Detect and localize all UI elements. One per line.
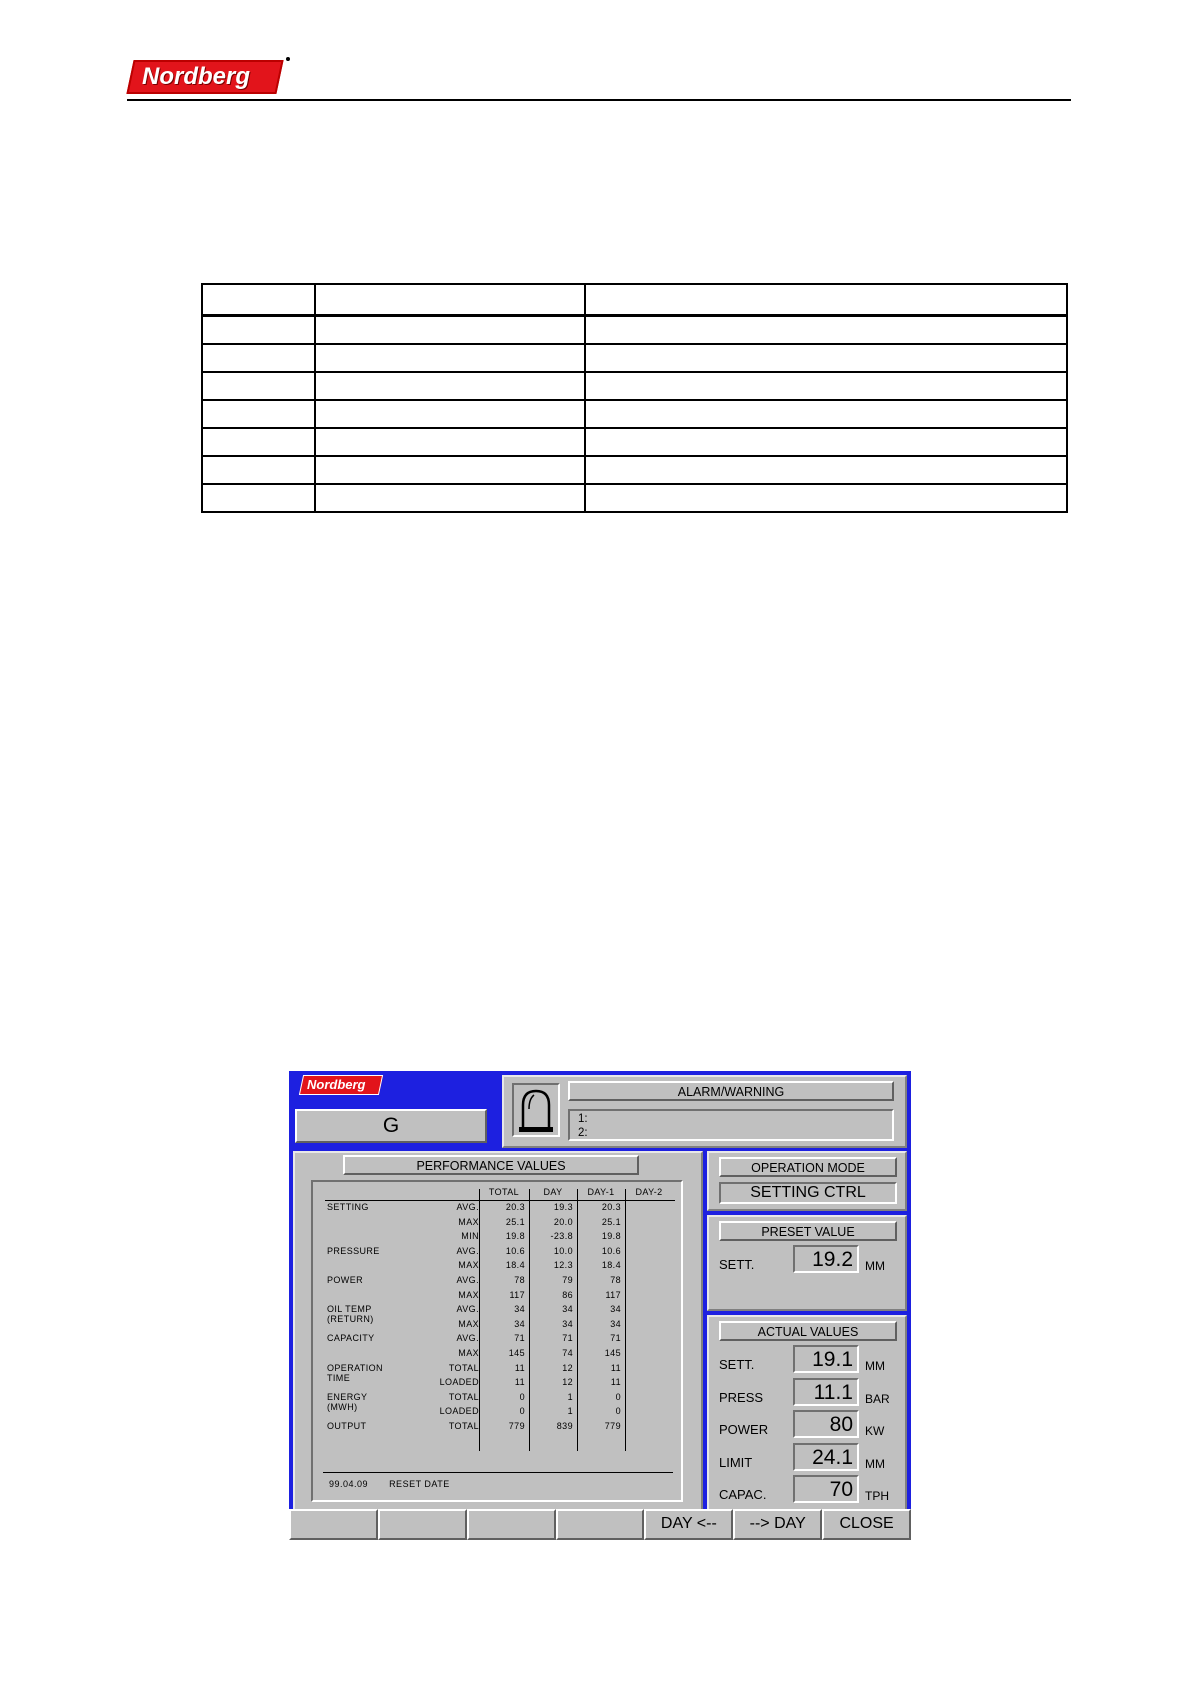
perf-row-sublabel: TOTAL [448,1362,479,1373]
perf-row-sublabel: LOADED [439,1406,479,1417]
actual-values-panel [707,1315,907,1525]
perf-row-sublabel: AVG. [456,1275,479,1285]
perf-row-sublabel: AVG. [456,1304,479,1315]
nordberg-logo [130,60,290,94]
perf-cell: 11 [514,1362,525,1373]
perf-cell: 71 [514,1333,525,1344]
preset-value-field[interactable]: 19.2 [793,1245,859,1273]
actual-unit: MM [865,1456,885,1471]
perf-cell: 11 [610,1362,621,1373]
perf-row-sublabel: MAX [458,1348,479,1358]
perf-cell: 34 [514,1318,525,1329]
performance-table-frame [311,1180,683,1502]
col-header-day-2: DAY-2 [635,1187,663,1197]
unit-id-display: G [295,1109,487,1143]
perf-row-label: OPERATION TIME [327,1362,383,1383]
function-key-bar [289,1509,911,1540]
perf-cell: 18.4 [505,1260,525,1271]
perf-cell: 779 [508,1421,525,1431]
perf-cell: 79 [562,1275,573,1285]
perf-cell: 34 [562,1318,573,1329]
preset-value-title: PRESET VALUE [719,1221,897,1241]
perf-cell: -23.8 [550,1231,573,1242]
perf-cell: 34 [514,1304,525,1315]
actual-unit: MM [865,1359,885,1373]
reset-date-value: 99.04.09 [329,1479,369,1489]
perf-row-label: POWER [327,1275,364,1285]
perf-cell: 10.6 [505,1245,525,1256]
f3-button[interactable] [467,1509,556,1540]
col-header-day: DAY [543,1187,563,1197]
actual-label: CAPAC. [719,1487,767,1502]
perf-row-label: ENERGY (MWH) [327,1391,368,1412]
actual-label: POWER [719,1422,769,1437]
perf-cell: 19.8 [505,1231,525,1242]
hmi-screen [289,1071,911,1540]
preset-unit: MM [865,1259,885,1273]
hmi-logo-text: Nordberg [307,1077,366,1092]
alarm-line-1: 1: [578,1113,588,1125]
perf-row-label: OIL TEMP (RETURN) [327,1304,374,1325]
perf-row-sublabel: AVG. [456,1202,479,1212]
perf-cell: 117 [509,1289,525,1300]
actual-value-field: 19.1 [793,1345,859,1373]
perf-cell: 25.1 [601,1216,621,1227]
actual-unit: KW [865,1424,885,1438]
perf-cell: 779 [604,1421,621,1431]
preset-label: SETT. [719,1257,755,1272]
operation-mode-title: OPERATION MODE [719,1157,897,1177]
perf-cell: 1 [567,1406,573,1417]
perf-cell: 10.0 [553,1245,573,1256]
header-rule [127,99,1071,101]
perf-cell: 78 [610,1275,621,1285]
day-back-button[interactable]: DAY <-- [644,1509,733,1540]
perf-row-sublabel: MAX [458,1318,479,1329]
perf-cell: 18.4 [601,1260,621,1271]
operation-mode-panel [707,1151,907,1211]
perf-row-sublabel: AVG. [456,1245,479,1256]
alarm-panel [502,1075,907,1148]
perf-row-sublabel: MAX [458,1289,479,1300]
actual-label: PRESS [719,1389,764,1405]
actual-label: SETT. [719,1357,755,1372]
actual-unit: BAR [865,1391,890,1406]
perf-cell: 11 [514,1377,525,1388]
perf-cell: 12 [562,1362,573,1373]
perf-row-sublabel: AVG. [456,1333,479,1344]
perf-cell: 20.3 [601,1202,621,1212]
actual-unit: TPH [865,1489,889,1503]
close-button[interactable]: CLOSE [822,1509,911,1540]
perf-cell: 117 [605,1289,621,1300]
f4-button[interactable] [556,1509,645,1540]
actual-value-field: 80 [793,1410,859,1438]
perf-cell: 11 [610,1377,621,1388]
perf-cell: 0 [519,1406,525,1417]
perf-cell: 74 [562,1348,573,1358]
alarm-bell-icon [514,1085,558,1135]
perf-cell: 839 [556,1421,573,1431]
perf-cell: 145 [604,1348,621,1358]
perf-row-label: CAPACITY [327,1333,375,1344]
alarm-bell-button[interactable] [512,1083,560,1137]
perf-cell: 34 [610,1318,621,1329]
actual-label: LIMIT [719,1454,753,1470]
perf-cell: 19.3 [553,1202,573,1212]
perf-cell: 86 [562,1289,573,1300]
perf-cell: 145 [508,1348,525,1358]
blank-table [201,283,1068,513]
perf-row-sublabel: MIN [461,1231,479,1242]
perf-cell: 12.3 [553,1260,573,1271]
perf-row-sublabel: TOTAL [448,1421,479,1431]
perf-cell: 19.8 [601,1231,621,1242]
performance-panel [293,1151,703,1525]
actual-value-field: 11.1 [793,1378,859,1406]
perf-cell: 34 [562,1304,573,1315]
perf-cell: 0 [615,1391,621,1402]
col-header-total: TOTAL [488,1187,520,1197]
preset-value-panel [707,1215,907,1311]
perf-cell: 25.1 [505,1216,525,1227]
perf-row-sublabel: TOTAL [448,1391,479,1402]
perf-cell: 12 [562,1377,573,1388]
perf-row-sublabel: MAX [458,1216,479,1227]
hmi-logo [301,1075,383,1095]
alarm-title: ALARM/WARNING [568,1081,894,1101]
logo-text: Nordberg [142,63,250,90]
perf-cell: 34 [610,1304,621,1315]
perf-cell: 1 [567,1391,573,1402]
actual-value-field: 24.1 [793,1443,859,1471]
reset-date-label: RESET DATE [389,1479,450,1489]
perf-cell: 71 [562,1333,573,1344]
performance-title: PERFORMANCE VALUES [343,1155,639,1175]
reset-date-row [329,1479,468,1489]
perf-cell: 10.6 [601,1245,621,1256]
actual-values-title: ACTUAL VALUES [719,1321,897,1341]
perf-cell: 71 [610,1333,621,1344]
alarm-line-2: 2: [578,1127,588,1139]
day-forward-button[interactable]: --> DAY [733,1509,822,1540]
alarm-messages [568,1109,894,1141]
perf-cell: 20.0 [553,1216,573,1227]
perf-row-label: PRESSURE [327,1245,380,1256]
perf-cell: 0 [519,1391,525,1402]
perf-cell: 0 [615,1406,621,1417]
f1-button[interactable] [289,1509,378,1540]
operation-mode-value: SETTING CTRL [719,1182,897,1204]
perf-row-label: SETTING [327,1202,369,1212]
perf-row-sublabel: MAX [458,1260,479,1271]
perf-row-sublabel: LOADED [439,1377,479,1388]
actual-value-field: 70 [793,1475,859,1503]
f2-button[interactable] [378,1509,467,1540]
perf-cell: 20.3 [505,1202,525,1212]
perf-cell: 78 [514,1275,525,1285]
perf-row-label: OUTPUT [327,1421,367,1431]
col-header-day-1: DAY-1 [587,1187,615,1197]
